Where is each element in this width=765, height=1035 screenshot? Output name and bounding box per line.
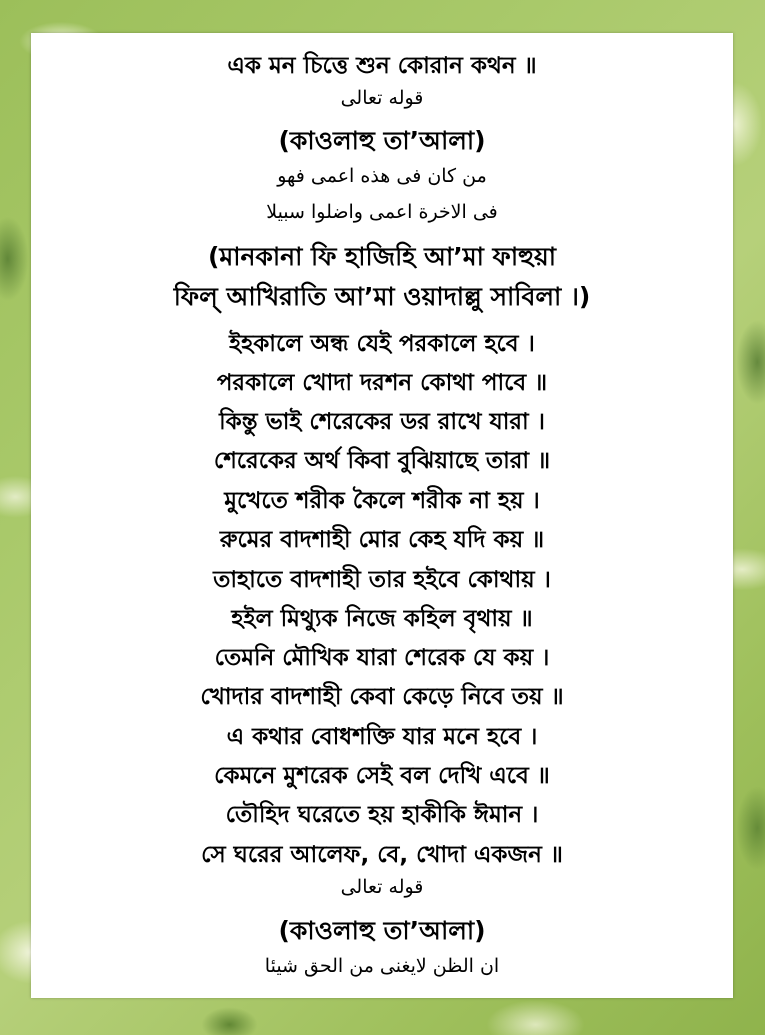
bangla-label-2: (কাওলাহু তা’আলা) bbox=[278, 916, 486, 945]
verse-line: তাহাতে বাদশাহী তার হইবে কোথায় । bbox=[213, 567, 551, 593]
verse-line: কেমনে মুশরেক সেই বল দেখি এবে ॥ bbox=[214, 763, 550, 789]
verse-line: পরকালে খোদা দরশন কোথা পাবে ॥ bbox=[216, 370, 548, 396]
verse-line: ইহকালে অন্ধ যেই পরকালে হবে । bbox=[229, 331, 535, 357]
verse-line: তৌহিদ ঘরেতে হয় হাকীকি ঈমান । bbox=[225, 802, 539, 828]
verse-line: সে ঘরের আলেফ, বে, খোদা একজন ॥ bbox=[201, 842, 563, 868]
verse-line: রুমের বাদশাহী মোর কেহ যদি কয় ॥ bbox=[219, 527, 545, 553]
verse-line: হইল মিথ্যুক নিজে কহিল বৃথায় ॥ bbox=[231, 606, 533, 632]
arabic-verse-line-1: من كان فى هذه اعمى فهو bbox=[277, 165, 487, 187]
verse-line: এ কথার বোধশক্তি যার মনে হবে । bbox=[226, 724, 538, 750]
text-page bbox=[31, 33, 733, 998]
verse-line: তেমনি মৌখিক যারা শেরেক যে কয় । bbox=[214, 645, 550, 671]
transliteration-line-2: ফিল্ আখিরাতি আ’মা ওয়াদাল্লু সাবিলা ।) bbox=[173, 282, 591, 311]
verse-line: শেরেকের অর্থ কিবা বুঝিয়াছে তারা ॥ bbox=[213, 448, 551, 474]
verse-line: মুখেতে শরীক কৈলে শরীক না হয় । bbox=[224, 488, 540, 514]
verse-line: কিন্তু ভাই শেরেকের ডর রাখে যারা । bbox=[219, 409, 545, 435]
verse-line: খোদার বাদশাহী কেবা কেড়ে নিবে তয় ॥ bbox=[200, 684, 564, 710]
bangla-label-1: (কাওলাহু তা’আলা) bbox=[278, 126, 486, 155]
arabic-label-2: قوله تعالى bbox=[340, 876, 424, 898]
arabic-verse-line-2: فى الاخرة اعمى واضلوا سبيلا bbox=[266, 201, 498, 223]
transliteration-line-1: (মানকানা ফি হাজিহি আ’মা ফাহুয়া bbox=[207, 242, 557, 271]
opening-line: এক মন চিত্তে শুন কোরান কথন ॥ bbox=[227, 53, 537, 79]
arabic-verse-line-3: ان الظن لايغنى من الحق شيئا bbox=[264, 955, 500, 977]
arabic-label-1: قوله تعالى bbox=[340, 87, 424, 109]
